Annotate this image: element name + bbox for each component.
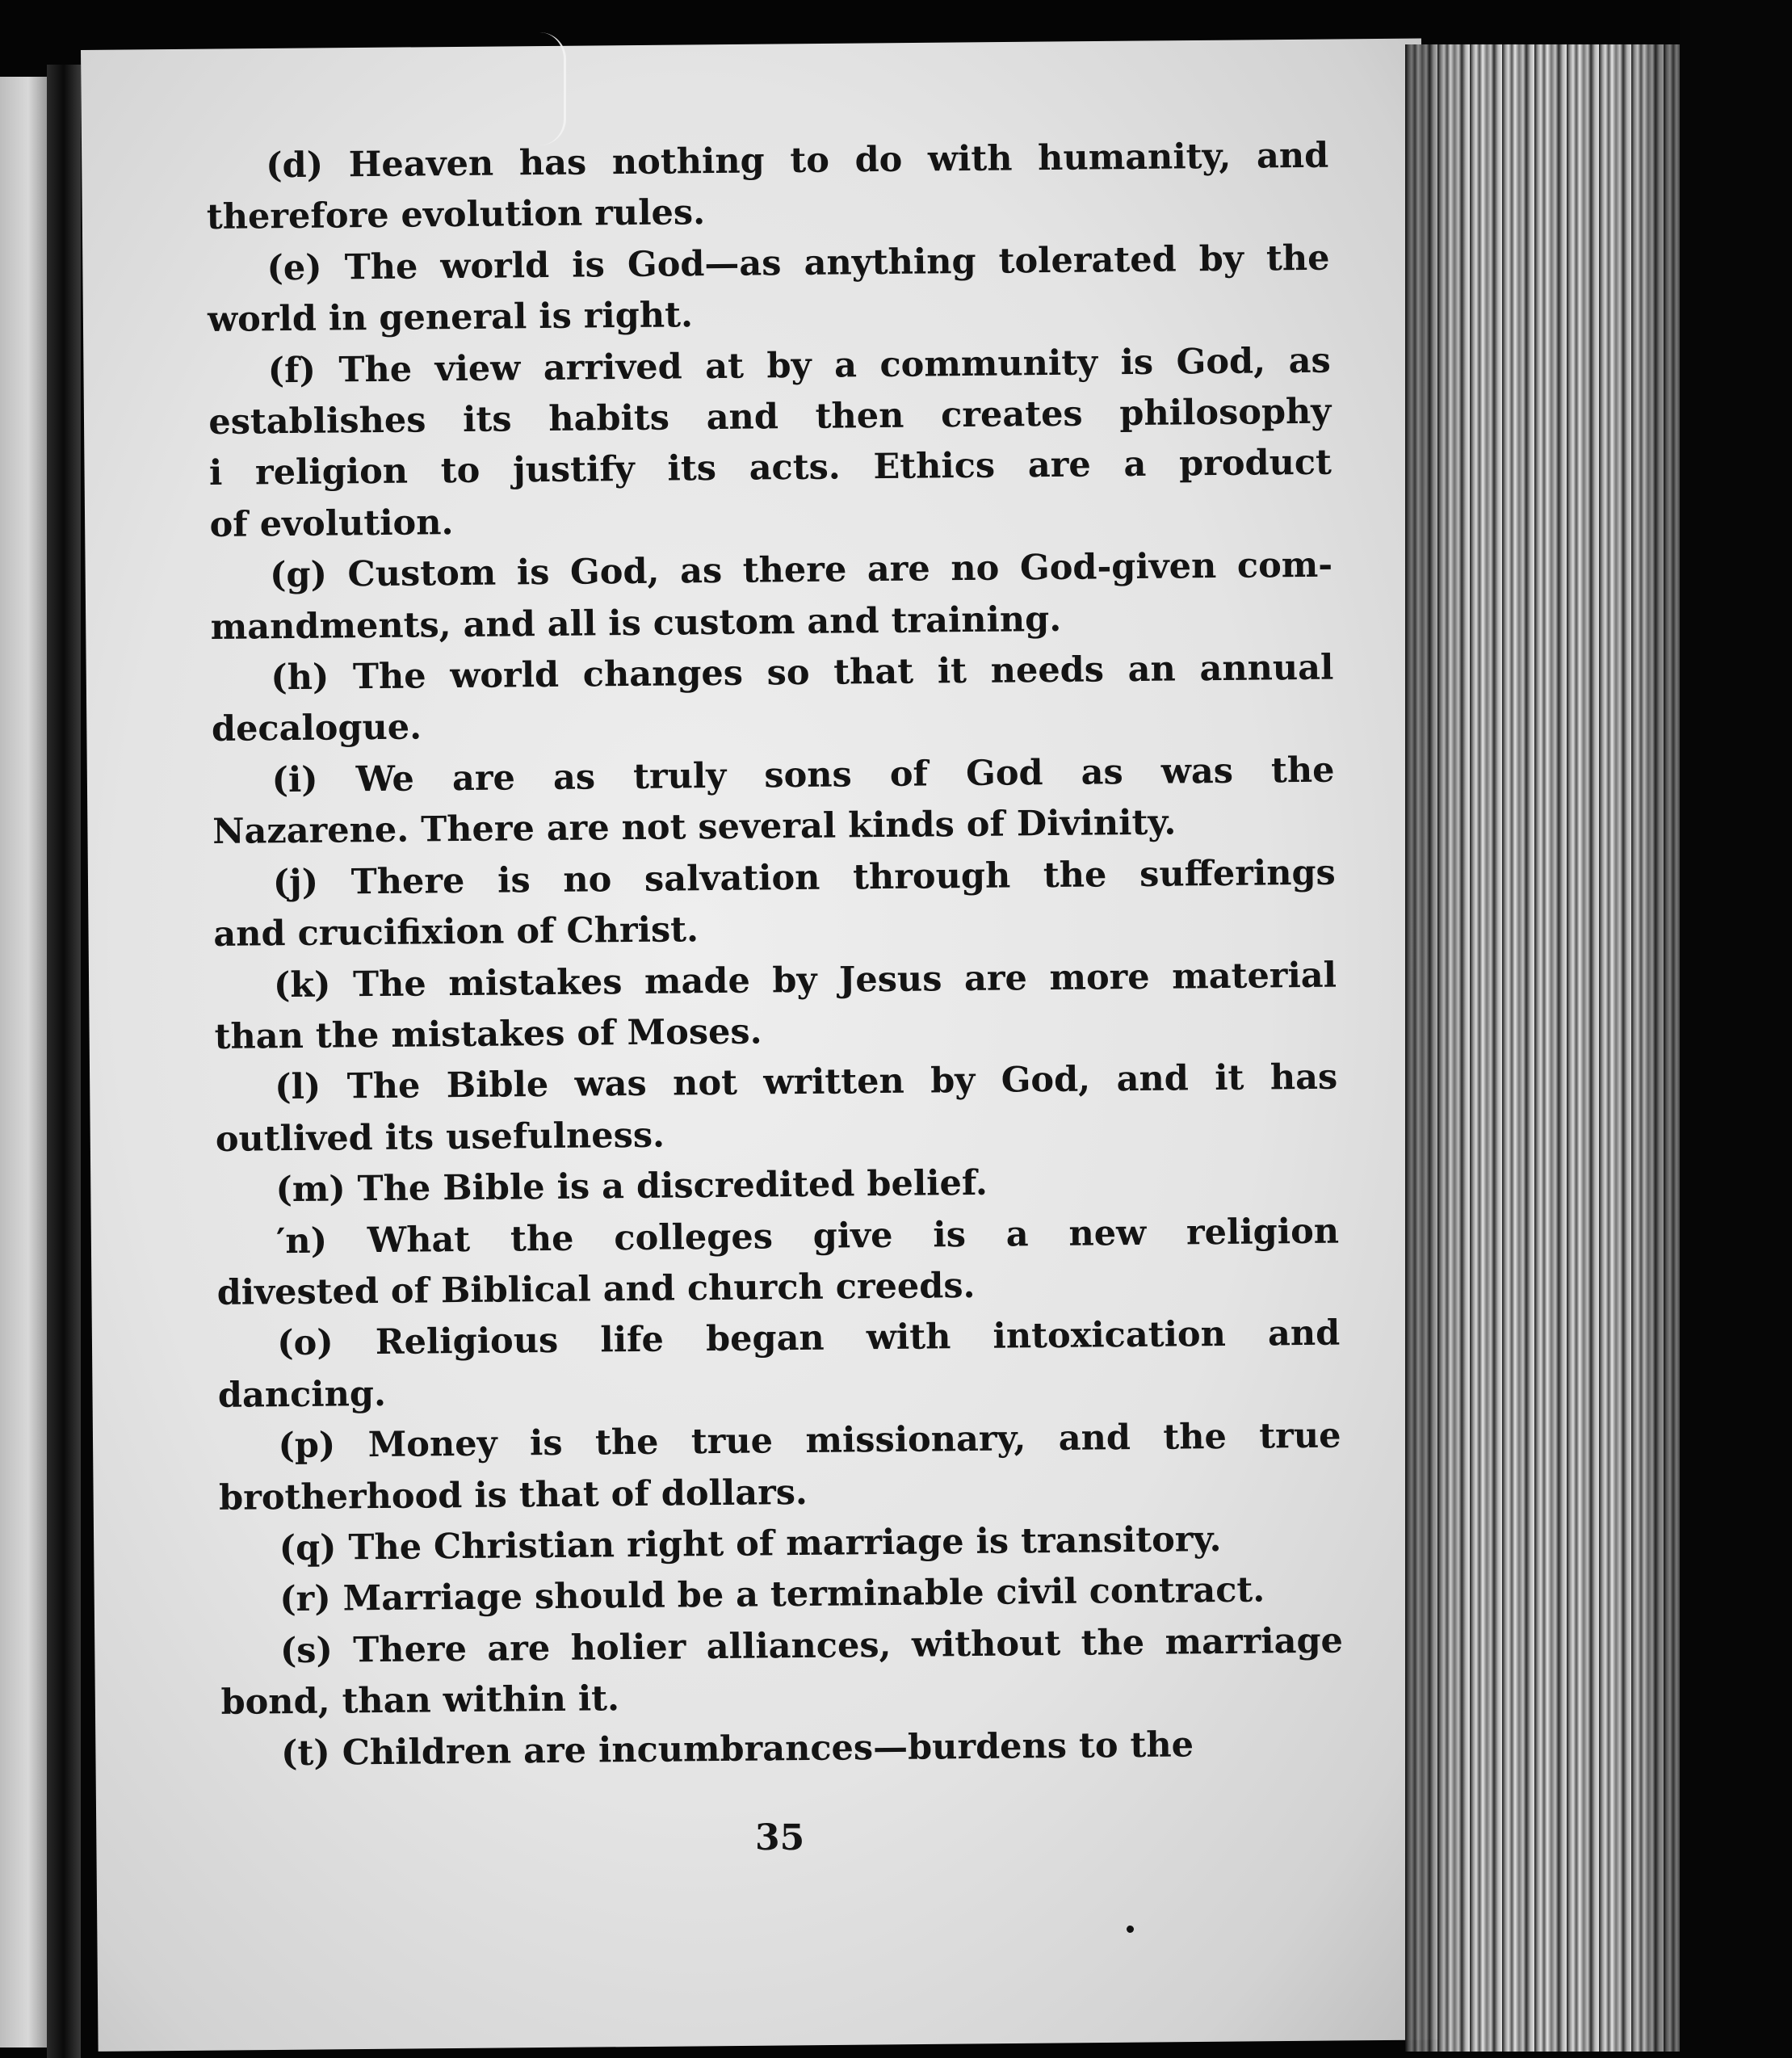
text-line: decalogue. [211, 707, 422, 750]
text-line: (p) Money is the true missionary, and the true [278, 1415, 1341, 1467]
text-line: (j) There is no salvation through the sufferings [272, 852, 1336, 903]
list-item [221, 1718, 1345, 1780]
page-edges-shade [1405, 44, 1680, 2052]
text-line: (t) Children are incumbrances—burdens to the [280, 1724, 1194, 1774]
text-line: (o) Religious life began with intoxication and [277, 1312, 1341, 1364]
text-line: (k) The mistakes made by Jesus are more material [273, 955, 1337, 1006]
list-item [206, 131, 1329, 244]
list-item [214, 950, 1337, 1063]
text-line: ′n) What the colleges give is a new religion [275, 1211, 1340, 1262]
text-line: therefore evolution rules. [206, 192, 706, 238]
text-line: and crucifixion of Christ. [213, 909, 699, 956]
text-line: (h) The world changes so that it needs an annual [271, 647, 1334, 699]
text-line: establishes its habits and then creates philosophy [208, 391, 1332, 443]
text-line: i religion to justify its acts. Ethics are a product [208, 443, 1332, 494]
list-item [208, 335, 1332, 551]
list-item [217, 1308, 1341, 1422]
text-line: (f) The view arrived at by a community is God, as [267, 340, 1331, 391]
page-body-text [206, 131, 1344, 1780]
text-line: (e) The world is God—as anything tolerated by the [266, 237, 1330, 289]
text-line: (g) Custom is God, as there are no God-given com- [269, 544, 1333, 596]
text-line: Nazarene. There are not several kinds of Divinity. [212, 802, 1177, 853]
text-line: divested of Biblical and church creeds. [216, 1265, 976, 1313]
text-line: of evolution. [209, 502, 454, 545]
text-line: bond, than within it. [220, 1678, 620, 1724]
text-line: (q) The Christian right of marriage is transitory. [279, 1518, 1222, 1569]
bookmark-ribbon [539, 32, 566, 145]
list-item [212, 745, 1335, 858]
page-number: 35 [755, 1817, 805, 1858]
text-line: outlived its usefulness. [215, 1115, 665, 1160]
text-line: than the mistakes of Moses. [214, 1011, 762, 1057]
ink-speck [1127, 1926, 1134, 1933]
text-line: dancing. [217, 1373, 387, 1416]
text-line: (i) We are as truly sons of God as was the [271, 750, 1335, 801]
text-line: (s) There are holier alliances, without the marriage [279, 1620, 1344, 1671]
text-line: (m) The Bible is a discredited belief. [275, 1162, 988, 1211]
list-item [215, 1052, 1338, 1166]
list-item [218, 1411, 1341, 1524]
text-line: mandments, and all is custom and training. [210, 598, 1062, 648]
list-item [210, 540, 1333, 653]
list-item [211, 643, 1334, 756]
text-line: (d) Heaven has nothing to do with humanity, and [266, 135, 1329, 187]
list-item [207, 233, 1330, 346]
book-gutter [47, 65, 81, 2058]
list-item [216, 1206, 1340, 1319]
text-line: world in general is right. [207, 295, 694, 341]
list-item [220, 1615, 1344, 1728]
text-line: (l) The Bible was not written by God, and it has [275, 1056, 1338, 1108]
text-line: (r) Marriage should be a terminable civil contract. [279, 1569, 1265, 1620]
scan-background [1680, 0, 1792, 2058]
facing-page-edge [0, 77, 47, 2048]
text-line: brotherhood is that of dollars. [218, 1472, 808, 1518]
list-item [213, 847, 1337, 960]
